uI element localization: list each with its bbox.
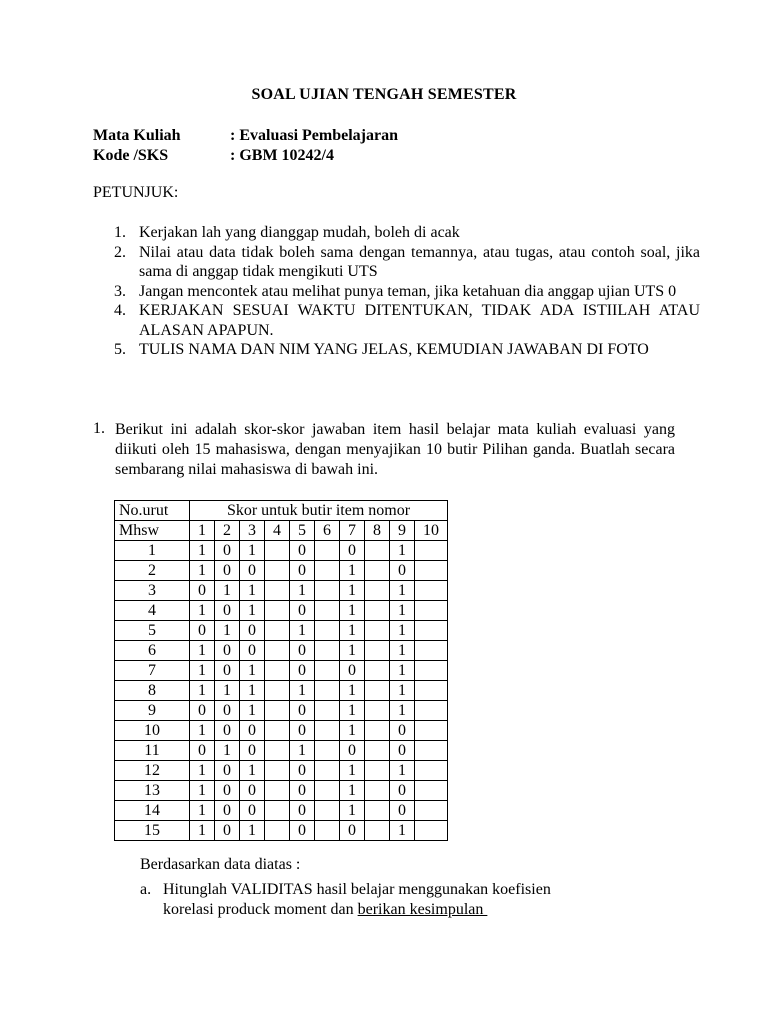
score-cell: 0 [290,721,315,741]
header-item-span: Skor untuk butir item nomor [190,501,448,521]
score-cell: 1 [390,821,415,841]
score-cell: 1 [240,681,265,701]
score-cell: 0 [215,801,240,821]
score-cell [415,541,448,561]
score-cell: 1 [190,801,215,821]
score-cell [365,721,390,741]
score-cell: 0 [215,781,240,801]
header-item-number: 6 [315,521,340,541]
score-cell: 0 [215,541,240,561]
score-cell: 1 [290,621,315,641]
score-cell [365,761,390,781]
score-cell: 1 [390,701,415,721]
score-cell: 1 [190,681,215,701]
score-cell: 0 [390,561,415,581]
score-cell: 0 [215,641,240,661]
score-cell: 1 [190,541,215,561]
meta-code-value: : GBM 10242/4 [230,147,334,164]
score-cell: 0 [190,701,215,721]
score-cell: 1 [190,661,215,681]
score-cell: 0 [290,701,315,721]
score-cell: 1 [240,701,265,721]
score-cell [265,761,290,781]
student-number-cell: 9 [115,701,190,721]
header-no-urut: No.urut [115,501,190,521]
score-cell: 1 [215,741,240,761]
score-cell [315,781,340,801]
score-cell [365,641,390,661]
score-cell [365,561,390,581]
score-cell: 0 [240,781,265,801]
score-cell [365,541,390,561]
score-cell: 0 [240,641,265,661]
question-1 [93,420,675,479]
instruction-item [114,282,700,302]
score-cell: 0 [190,581,215,601]
student-number-cell: 10 [115,721,190,741]
score-cell: 0 [240,721,265,741]
header-item-number: 10 [415,521,448,541]
header-mhsw: Mhsw [115,521,190,541]
instruction-text: Jangan mencontek atau melihat punya teman, jika ketahuan dia anggap ujian UTS 0 [139,282,677,300]
score-cell [365,601,390,621]
score-cell: 1 [390,661,415,681]
score-table [114,500,448,841]
table-row [115,681,448,701]
instruction-text: Kerjakan lah yang dianggap mudah, boleh di acak [139,224,460,241]
meta-course-label: Mata Kuliah [93,127,181,144]
score-cell: 1 [390,621,415,641]
score-cell: 1 [340,601,365,621]
score-cell: 1 [215,681,240,701]
score-cell [415,821,448,841]
score-cell [365,781,390,801]
table-row [115,661,448,681]
sub-question-text [163,880,640,920]
score-cell: 1 [340,761,365,781]
score-cell: 0 [390,741,415,761]
header-item-number: 2 [215,521,240,541]
score-cell [265,641,290,661]
score-cell: 0 [290,781,315,801]
header-item-number: 1 [190,521,215,541]
score-cell: 1 [240,601,265,621]
score-cell: 0 [290,801,315,821]
score-cell: 0 [215,821,240,841]
page-title: SOAL UJIAN TENGAH SEMESTER [251,86,517,103]
score-cell [315,621,340,641]
score-cell: 1 [390,581,415,601]
score-cell: 1 [240,581,265,601]
score-cell [265,681,290,701]
instructions-list [114,223,700,360]
instruction-number: 4. [114,302,126,319]
student-number-cell: 7 [115,661,190,681]
student-number-cell: 1 [115,541,190,561]
score-cell: 0 [215,761,240,781]
score-cell: 0 [340,741,365,761]
student-number-cell: 3 [115,581,190,601]
score-table-body [115,541,448,841]
score-cell: 0 [240,561,265,581]
score-cell [415,641,448,661]
score-cell: 1 [340,701,365,721]
score-cell [365,701,390,721]
score-cell: 1 [390,681,415,701]
score-cell: 0 [290,601,315,621]
instruction-number: 5. [114,341,126,358]
score-cell: 1 [190,561,215,581]
score-cell: 0 [390,781,415,801]
score-cell: 0 [240,621,265,641]
score-cell: 0 [190,621,215,641]
table-row [115,741,448,761]
instruction-text: KERJAKAN SESUAI WAKTU DITENTUKAN, TIDAK ADA ISTIILAH ATAU ALASAN APAPUN. [139,302,700,339]
score-cell [415,581,448,601]
score-cell [415,801,448,821]
instruction-number: 3. [114,282,126,300]
table-row [115,541,448,561]
score-cell: 0 [215,601,240,621]
header-item-number: 8 [365,521,390,541]
header-item-number: 3 [240,521,265,541]
sub-question-a [140,880,640,920]
sub-question-line-2-plain: korelasi produck moment dan [163,901,358,918]
score-cell [265,581,290,601]
score-cell [315,561,340,581]
student-number-cell: 4 [115,601,190,621]
score-cell [415,561,448,581]
score-cell [365,621,390,641]
table-row [115,601,448,621]
score-cell: 0 [290,641,315,661]
score-cell [265,781,290,801]
score-cell: 1 [340,561,365,581]
score-cell [415,601,448,621]
score-cell: 1 [340,781,365,801]
instruction-item [114,223,700,243]
instruction-number: 1. [114,224,126,241]
score-cell: 1 [290,581,315,601]
score-cell: 1 [190,601,215,621]
score-cell [315,721,340,741]
score-cell [365,581,390,601]
score-cell: 0 [215,661,240,681]
sub-question-number: a. [140,881,152,898]
score-cell [415,741,448,761]
score-cell: 1 [390,761,415,781]
score-cell [365,681,390,701]
score-cell: 1 [390,641,415,661]
student-number-cell: 15 [115,821,190,841]
score-cell: 0 [390,721,415,741]
score-cell: 0 [240,801,265,821]
score-cell: 1 [340,621,365,641]
sub-question-line-2 [163,900,640,920]
header-item-number: 5 [290,521,315,541]
score-cell: 1 [340,581,365,601]
score-cell: 1 [290,681,315,701]
score-cell: 1 [215,621,240,641]
score-cell: 0 [290,761,315,781]
score-cell: 1 [190,761,215,781]
score-cell [315,801,340,821]
score-cell: 0 [340,541,365,561]
instruction-text: Nilai atau data tidak boleh sama dengan temannya, atau tugas, atau contoh soal, jika sama di anggap tidak mengikuti UTS [139,243,700,280]
table-row [115,561,448,581]
score-cell [415,781,448,801]
score-cell: 1 [190,641,215,661]
meta-course-value: : Evaluasi Pembelajaran [230,127,398,144]
score-cell: 1 [340,721,365,741]
meta-code-label: Kode /SKS [93,147,169,164]
score-cell: 0 [215,701,240,721]
instruction-item [114,243,700,282]
header-item-number: 9 [390,521,415,541]
table-row [115,641,448,661]
score-cell [415,721,448,741]
table-row [115,621,448,641]
instructions-heading: PETUNJUK: [93,184,179,201]
score-cell: 1 [240,541,265,561]
student-number-cell: 12 [115,761,190,781]
student-number-cell: 8 [115,681,190,701]
score-cell: 0 [340,821,365,841]
score-cell: 1 [340,801,365,821]
score-cell [365,821,390,841]
question-number: 1. [93,420,105,437]
instruction-item [114,340,700,360]
score-cell: 0 [240,741,265,761]
score-cell [415,661,448,681]
score-cell: 0 [290,661,315,681]
score-cell [315,541,340,561]
student-number-cell: 2 [115,561,190,581]
score-cell: 1 [240,821,265,841]
score-cell: 0 [390,801,415,821]
score-cell: 1 [215,581,240,601]
score-cell: 1 [390,601,415,621]
table-header-row [115,521,448,541]
score-cell [415,621,448,641]
score-cell [265,701,290,721]
score-cell [315,581,340,601]
score-cell [265,561,290,581]
score-cell [265,541,290,561]
score-cell [265,721,290,741]
score-cell: 0 [215,721,240,741]
score-cell [415,701,448,721]
student-number-cell: 13 [115,781,190,801]
score-cell: 1 [390,541,415,561]
score-cell [315,661,340,681]
table-row [115,761,448,781]
score-cell: 0 [340,661,365,681]
score-cell [315,761,340,781]
table-row [115,801,448,821]
score-cell: 1 [240,661,265,681]
score-cell [265,661,290,681]
question-text: Berikut ini adalah skor-skor jawaban item hasil belajar mata kuliah evaluasi yang diikuti oleh 15 mahasiswa, dengan menyajikan 10 butir Pilihan ganda. Buatlah secara sembarang nilai mahasiswa di bawah ini. [115,421,675,478]
after-table-text: Berdasarkan data diatas : [140,856,301,873]
score-cell [365,741,390,761]
student-number-cell: 6 [115,641,190,661]
score-cell [315,701,340,721]
score-cell [315,641,340,661]
score-cell: 0 [290,821,315,841]
score-cell [415,681,448,701]
score-cell: 1 [340,681,365,701]
score-cell: 0 [215,561,240,581]
score-cell [315,821,340,841]
table-row [115,721,448,741]
score-cell [265,601,290,621]
conclusion-emphasis: berikan kesimpulan [357,901,488,918]
score-cell [315,601,340,621]
table-row [115,781,448,801]
score-cell: 1 [190,781,215,801]
score-cell: 1 [340,641,365,661]
table-row [115,581,448,601]
table-header-row [115,501,448,521]
score-cell: 1 [190,821,215,841]
student-number-cell: 5 [115,621,190,641]
header-item-number: 7 [340,521,365,541]
score-cell: 0 [290,561,315,581]
student-number-cell: 11 [115,741,190,761]
instruction-item [114,301,700,340]
score-cell: 1 [290,741,315,761]
student-number-cell: 14 [115,801,190,821]
sub-question-line-1: Hitunglah VALIDITAS hasil belajar menggunakan koefisien [163,881,551,898]
table-row [115,821,448,841]
score-cell: 0 [190,741,215,761]
score-cell: 0 [290,541,315,561]
score-cell [265,741,290,761]
instruction-text: TULIS NAMA DAN NIM YANG JELAS, KEMUDIAN JAWABAN DI FOTO [139,341,649,358]
score-cell [415,761,448,781]
score-cell: 1 [190,721,215,741]
score-cell [265,801,290,821]
score-cell [265,821,290,841]
table-row [115,701,448,721]
score-cell [315,681,340,701]
score-cell [365,661,390,681]
score-cell: 1 [240,761,265,781]
score-cell [365,801,390,821]
score-cell [265,621,290,641]
score-cell [315,741,340,761]
header-item-number: 4 [265,521,290,541]
instruction-number: 2. [114,243,126,261]
